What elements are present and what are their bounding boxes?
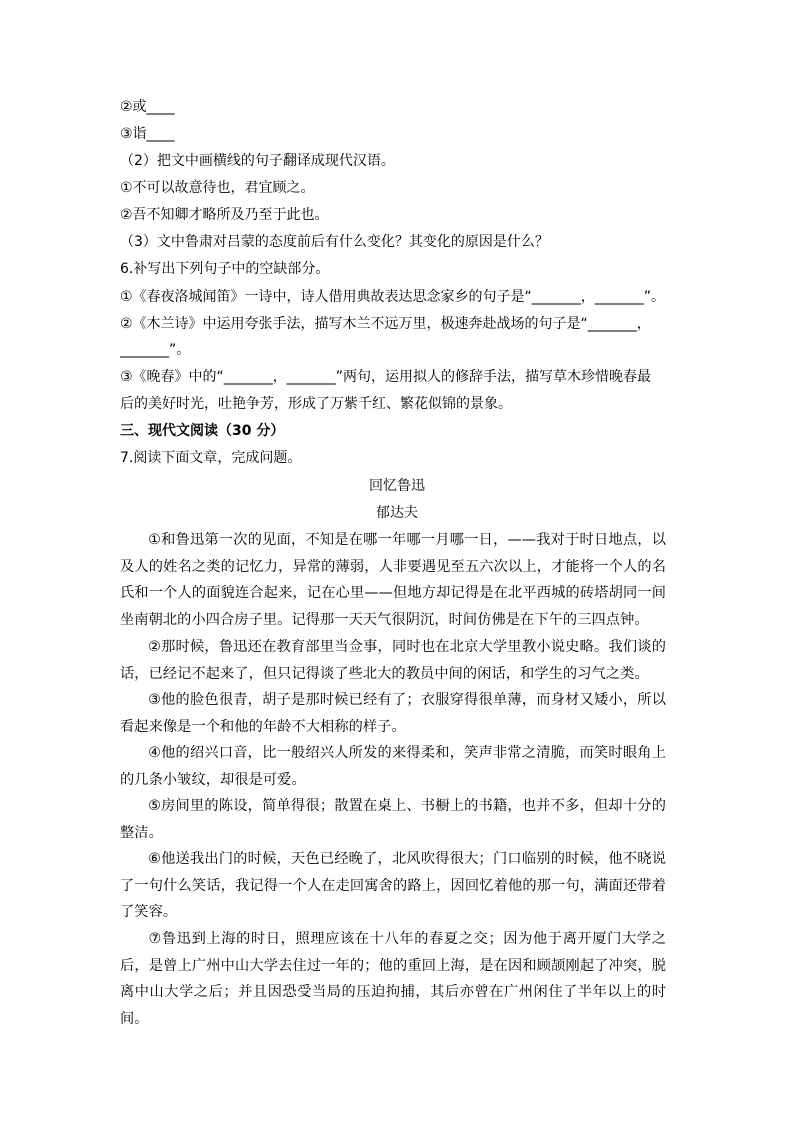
fill-blank-3: ③《晚春》中的“_______，_______”两句，运用拟人的修辞手法，描写草木珍惜晚春最 (120, 369, 652, 385)
fill-blank-2-cont: _______”。 (120, 342, 191, 358)
article-paragraph-7: ⑦鲁迅到上海的时日，照理应该在十八年的春夏之交；因为他于离开厦门大学之后，是曾上广州中山大学去住过一年的；他的重回上海，是在因和顾颉刚起了冲突，脱离中山大学之后；并且因恐受当局的压迫拘捕，其后亦曾在广州闲住了半年以上的时间。 (120, 931, 666, 1027)
article-paragraph-4: ④他的绍兴口音，比一般绍兴人所发的来得柔和，笑声非常之清脆，而笑时眼角上的几条小皱纹，却很是可爱。 (120, 745, 666, 788)
fill-blank-2: ②《木兰诗》中运用夸张手法，描写木兰不远万里，极速奔赴战场的句子是“_______， (120, 316, 651, 332)
fill-blank-3-cont: 后的美好时光，吐艳争芳，形成了万紫千红、繁花似锦的景象。 (120, 396, 512, 412)
translate-sentence-1: ①不可以故意待也，君宜顾之。 (120, 180, 315, 196)
article-author: 郁达夫 (376, 505, 418, 521)
section-heading: 三、现代文阅读（30 分） (120, 423, 285, 439)
translate-sentence-2: ②吾不知卿才略所及乃至于此也。 (120, 207, 329, 223)
article-paragraph-6: ⑥他送我出门的时候，天色已经晚了，北风吹得很大；门口临别的时候，他不晓说了一句什么笑话，我记得一个人在走回寓舍的路上，因回忆着他的那一句，满面还带着了笑容。 (120, 851, 666, 920)
question-2: （2）把文中画横线的句子翻译成现代汉语。 (120, 153, 395, 169)
article-paragraph-3: ③他的脸色很青，胡子是那时候已经有了；衣服穿得很单薄，而身材又矮小，所以看起来像是一个和他的年龄不大相称的样子。 (120, 692, 666, 735)
question-6: 6.补写出下列句子中的空缺部分。 (120, 261, 330, 277)
question-7: 7.阅读下面文章，完成问题。 (120, 450, 302, 466)
answer-line-3: ③诣____ (120, 126, 175, 142)
answer-line-2: ②或____ (120, 99, 175, 115)
question-3: （3）文中鲁肃对吕蒙的态度前后有什么变化？其变化的原因是什么？ (120, 234, 549, 250)
article-paragraph-2: ②那时候，鲁迅还在教育部里当佥事，同时也在北京大学里教小说史略。我们谈的话，已经记不起来了，但只记得谈了些北大的教员中间的闲话，和学生的习气之类。 (120, 639, 666, 682)
article-title: 回忆鲁迅 (369, 478, 425, 494)
article-paragraph-1: ①和鲁迅第一次的见面，不知是在哪一年哪一月哪一日，——我对于时日地点，以及人的姓名之类的记忆力，异常的薄弱，人非要遇见至五六次以上，才能将一个人的名氏和一个人的面貌连合起来，记在心里——但地方却记得是在北平西城的砖塔胡同一间坐南朝北的小四合房子里。记得那一天天气很阴沉，时间仿佛是在下午的三四点钟。 (120, 532, 666, 628)
article-paragraph-5: ⑤房间里的陈设，简单得很；散置在桌上、书橱上的书籍，也并不多，但却十分的整洁。 (120, 798, 666, 841)
fill-blank-1: ①《春夜洛城闻笛》一诗中，诗人借用典故表达思念家乡的句子是“_______，_______”。 (120, 289, 666, 305)
